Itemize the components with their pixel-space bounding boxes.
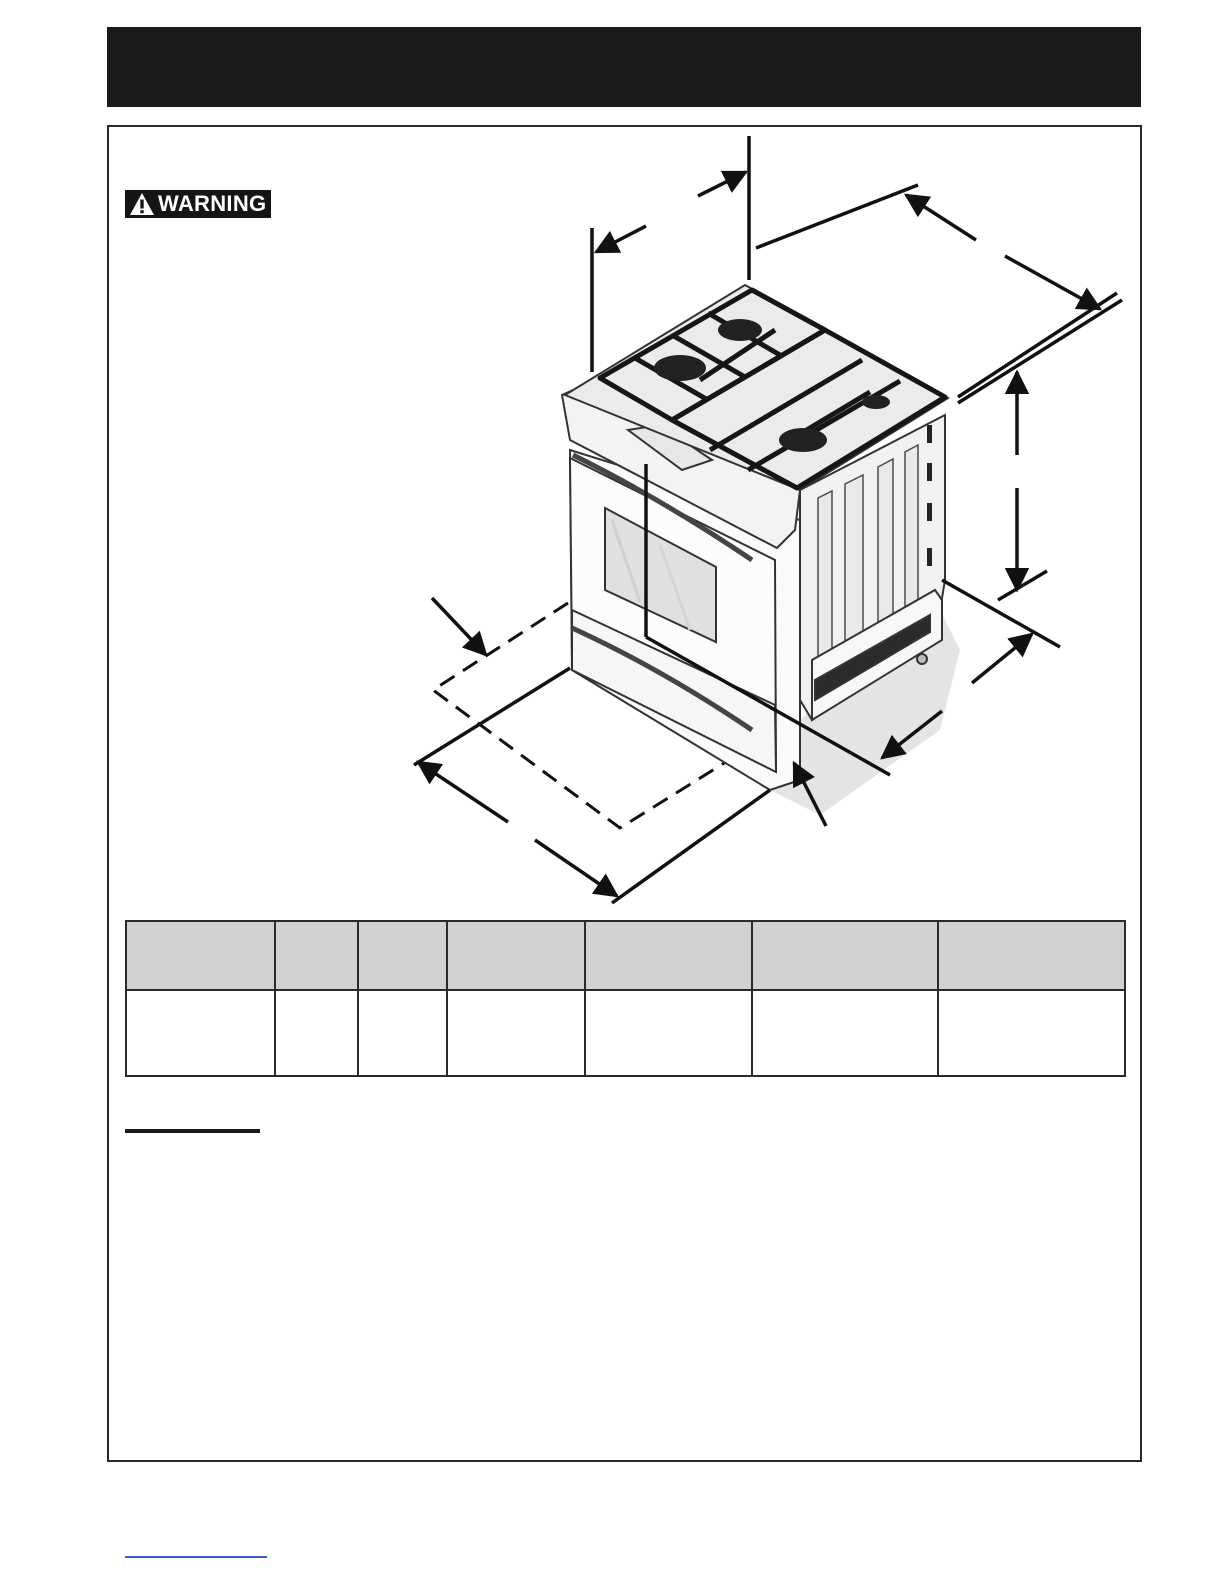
table-row bbox=[126, 990, 1125, 1076]
table-header-cell bbox=[126, 921, 275, 990]
table-cell bbox=[585, 990, 752, 1076]
table-cell bbox=[126, 990, 275, 1076]
table-header-cell bbox=[275, 921, 358, 990]
table-header-cell bbox=[358, 921, 447, 990]
note-heading-underline bbox=[125, 1129, 260, 1133]
table-cell bbox=[275, 990, 358, 1076]
table-cell bbox=[752, 990, 938, 1076]
table-header-cell bbox=[752, 921, 938, 990]
table-header-cell bbox=[585, 921, 752, 990]
warning-label: WARNING bbox=[158, 191, 267, 216]
table-header-row bbox=[126, 921, 1125, 990]
dimensions-table bbox=[125, 920, 1126, 1077]
table-header-cell bbox=[447, 921, 585, 990]
table-cell bbox=[358, 990, 447, 1076]
table-cell bbox=[447, 990, 585, 1076]
table-header-cell bbox=[938, 921, 1125, 990]
footer-link-underline[interactable] bbox=[125, 1556, 267, 1558]
table-cell bbox=[938, 990, 1125, 1076]
